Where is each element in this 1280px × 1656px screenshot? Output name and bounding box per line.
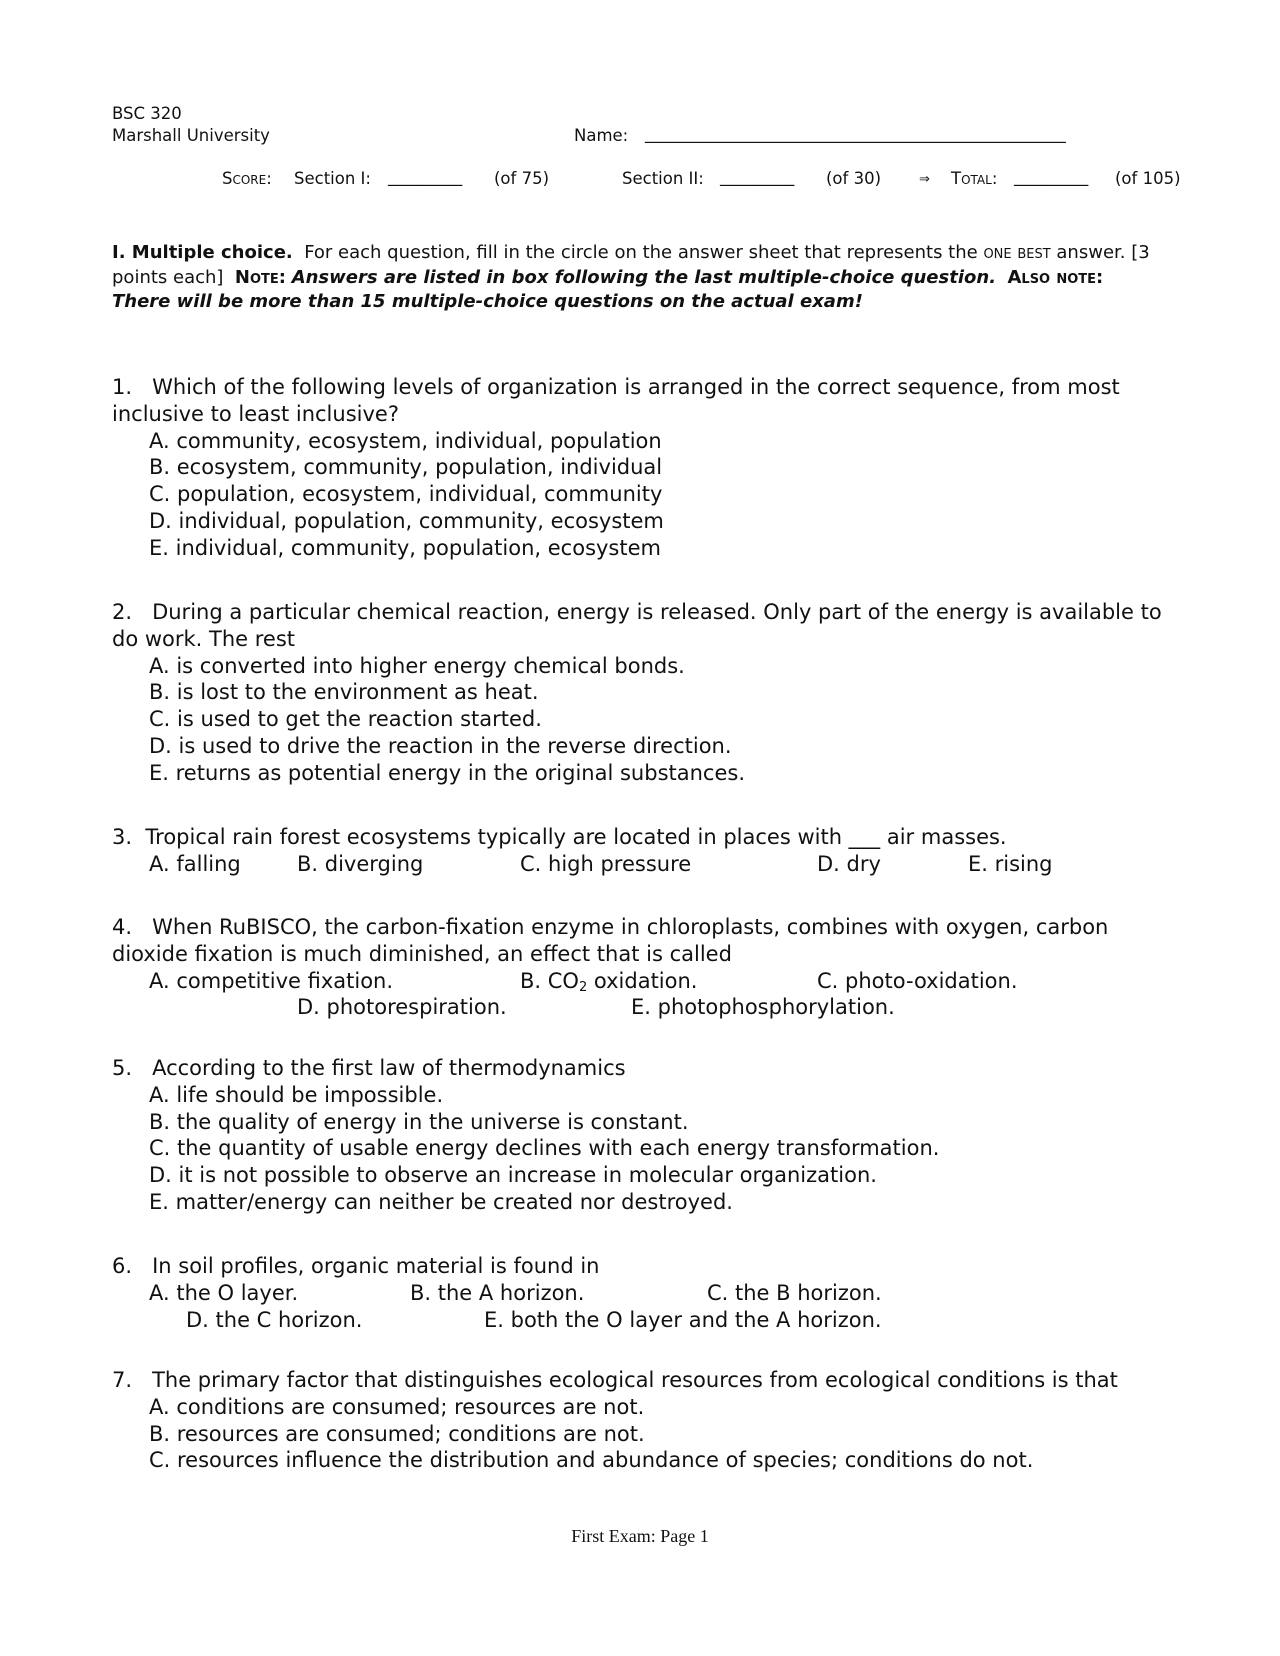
instructions-heading: I. Multiple choice.: [112, 242, 293, 263]
section1-blank: _________: [388, 167, 463, 186]
note-text: Answers are listed in box following the last multiple-choice question.: [291, 266, 997, 288]
question-number: 5.: [112, 1056, 133, 1080]
instructions-one-best: one best: [983, 242, 1051, 263]
also-note-text: There will be more than 15 multiple-choice questions on the actual exam!: [112, 291, 863, 312]
option-c: C. the quantity of usable energy declines with each energy transformation.: [149, 1136, 940, 1161]
option-b: B. $CO_2$ oxidation.: [520, 968, 698, 995]
section1-label: Section I:: [294, 169, 371, 188]
question-stem: Tropical rain forest ecosystems typically are located in places with ___ air masses.: [145, 825, 1007, 849]
question-stem: During a particular chemical reaction, energy is released. Only part of the energy is available to do work. The rest: [112, 600, 1162, 651]
question-number: 3.: [112, 825, 133, 849]
question-stem: Which of the following levels of organization is arranged in the correct sequence, from most inclusive to least inclusive?: [112, 375, 1120, 426]
name-label: Name:: [574, 126, 629, 145]
option-b: B. the A horizon.: [410, 1280, 585, 1305]
option-e: E. photophosphorylation.: [631, 995, 895, 1020]
option-c: C. is used to get the reaction started.: [149, 707, 542, 732]
question-stem: In soil profiles, organic material is found in: [152, 1254, 600, 1278]
page-footer: First Exam: Page 1: [571, 1526, 709, 1546]
question-stem: When RuBISCO, the carbon-fixation enzyme in chloroplasts, combines with oxygen, carbon dioxide fixation is much diminished, an effect that is called: [112, 915, 1109, 966]
section2-label: Section II:: [622, 169, 704, 188]
option-c: C. photo-oxidation.: [817, 968, 1018, 993]
total-label: Total:: [951, 169, 998, 188]
name-blank: ___________________________________________________: [645, 124, 1066, 143]
question-4: [112, 914, 1162, 1021]
course-code: BSC 320: [112, 104, 182, 123]
option-a: A. conditions are consumed; resources are not.: [149, 1394, 645, 1419]
option-a: A. life should be impossible.: [149, 1082, 444, 1107]
option-c: C. high pressure: [520, 851, 692, 876]
section2-max: (of 30): [826, 169, 882, 188]
question-number: 6.: [112, 1254, 133, 1278]
question-stem: The primary factor that distinguishes ecological resources from ecological conditions is that: [152, 1368, 1118, 1392]
section2-blank: _________: [720, 167, 795, 186]
option-d: D. individual, population, community, ecosystem: [149, 508, 664, 533]
also-note-label: Also note:: [1007, 266, 1104, 288]
instructions-text1: For each question, fill in the circle on the answer sheet that represents the: [304, 242, 978, 263]
question-3: [112, 824, 1162, 878]
question-number: 2.: [112, 600, 133, 624]
option-d: D. dry: [817, 851, 881, 876]
total-blank: _________: [1014, 167, 1089, 186]
question-5: [112, 1055, 1162, 1216]
option-b: B. ecosystem, community, population, individual: [149, 455, 663, 480]
score-label: Score:: [222, 169, 272, 188]
option-b: B. diverging: [297, 851, 424, 876]
instructions-text2: answer. [3 points each]: [112, 242, 1150, 288]
option-a: A. community, ecosystem, individual, population: [149, 428, 662, 453]
option-a: A. competitive fixation.: [149, 968, 394, 993]
arrow-icon: ⇒: [919, 172, 930, 187]
option-c: C. resources influence the distribution and abundance of species; conditions do not.: [149, 1448, 1034, 1473]
option-e: E. matter/energy can neither be created nor destroyed.: [149, 1189, 733, 1214]
options-row-1: [112, 968, 1162, 995]
question-6: [112, 1253, 1162, 1333]
question-1: [112, 374, 1162, 562]
option-b: B. is lost to the environment as heat.: [149, 680, 539, 705]
option-a: A. is converted into higher energy chemical bonds.: [149, 653, 685, 678]
university-name: Marshall University: [112, 126, 270, 145]
option-a: A. falling: [149, 851, 241, 876]
note-label: Note:: [234, 266, 286, 288]
options-row-1: [112, 1280, 1162, 1307]
option-d: D. it is not possible to observe an increase in molecular organization.: [149, 1163, 877, 1188]
options-row: [112, 851, 1162, 878]
option-e: E. both the O layer and the A horizon.: [484, 1307, 882, 1332]
question-number: 4.: [112, 915, 133, 939]
question-number: 7.: [112, 1368, 133, 1392]
instructions: [112, 241, 1162, 315]
question-stem: According to the first law of thermodynamics: [152, 1056, 626, 1080]
option-a: A. the O layer.: [149, 1280, 299, 1305]
option-e: E. individual, community, population, ecosystem: [149, 535, 661, 560]
options-row-2: [112, 1307, 1162, 1334]
option-d: D. photorespiration.: [297, 995, 507, 1020]
option-d: D. is used to drive the reaction in the reverse direction.: [149, 733, 732, 758]
question-2: [112, 599, 1162, 787]
option-e: E. returns as potential energy in the original substances.: [149, 760, 746, 785]
options-row-2: [112, 994, 1162, 1021]
question-7: [112, 1367, 1162, 1474]
option-c: C. the B horizon.: [707, 1280, 882, 1305]
section1-max: (of 75): [494, 169, 550, 188]
option-e: E. rising: [968, 851, 1053, 876]
total-max: (of 105): [1115, 169, 1181, 188]
option-d: D. the C horizon.: [186, 1307, 363, 1332]
option-b: B. resources are consumed; conditions are not.: [149, 1421, 645, 1446]
question-number: 1.: [112, 375, 133, 399]
option-c: C. population, ecosystem, individual, community: [149, 482, 663, 507]
option-b: B. the quality of energy in the universe is constant.: [149, 1109, 689, 1134]
